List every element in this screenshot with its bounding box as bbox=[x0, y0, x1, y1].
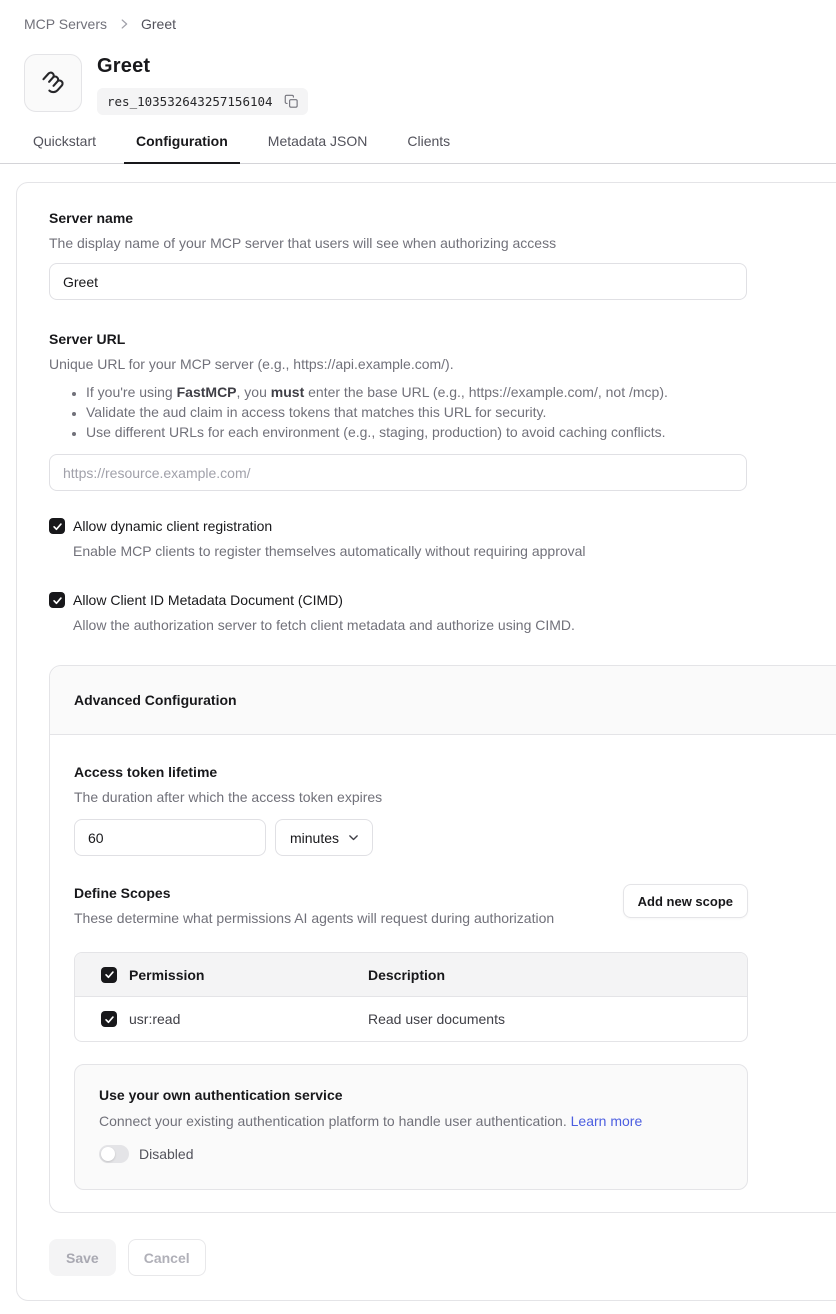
server-logo-icon bbox=[24, 54, 82, 112]
lifetime-value-input[interactable] bbox=[74, 819, 266, 856]
access-token-lifetime-section bbox=[74, 763, 824, 856]
breadcrumb-current: Greet bbox=[140, 16, 176, 32]
cimd-checkbox-row[interactable] bbox=[49, 591, 747, 609]
dynamic-registration-label: Allow dynamic client registration bbox=[73, 518, 273, 534]
cancel-button[interactable]: Cancel bbox=[128, 1239, 206, 1276]
scope-description-value: Read user documents bbox=[368, 1011, 505, 1027]
add-new-scope-button[interactable]: Add new scope bbox=[623, 884, 748, 918]
chevron-right-icon bbox=[117, 17, 131, 31]
server-name-section bbox=[49, 209, 747, 300]
define-scopes-header bbox=[74, 884, 748, 928]
access-token-lifetime-label: Access token lifetime bbox=[74, 764, 218, 780]
access-token-lifetime-description: The duration after which the access token expires bbox=[74, 789, 383, 805]
tab-quickstart[interactable]: Quickstart bbox=[33, 133, 97, 149]
toggle-knob bbox=[101, 1147, 115, 1161]
configuration-panel bbox=[16, 182, 836, 1301]
own-auth-service-description: Connect your existing authentication platform to handle user authentication. Learn more bbox=[99, 1113, 643, 1129]
select-all-scopes-checkbox[interactable] bbox=[101, 967, 117, 983]
scopes-table bbox=[74, 952, 748, 1042]
resource-id-badge bbox=[97, 88, 308, 115]
server-name-description: The display name of your MCP server that users will see when authorizing access bbox=[49, 235, 557, 251]
dynamic-registration-description: Enable MCP clients to register themselves automatically without requiring approval bbox=[73, 543, 586, 559]
tab-configuration[interactable]: Configuration bbox=[124, 133, 240, 164]
cimd-checkbox[interactable] bbox=[49, 592, 65, 608]
url-hint-fastmcp: • If you're using FastMCP, you must enter the base URL (e.g., https://example.com/, not /mcp). bbox=[86, 382, 747, 402]
learn-more-link[interactable]: Learn more bbox=[570, 1113, 643, 1129]
resource-id: res_103532643257156104 bbox=[107, 94, 273, 109]
tab-clients[interactable]: Clients bbox=[407, 133, 451, 149]
advanced-configuration-body bbox=[50, 735, 836, 1212]
save-button[interactable]: Save bbox=[49, 1239, 116, 1276]
page-header bbox=[0, 32, 836, 115]
form-actions bbox=[49, 1239, 836, 1276]
dynamic-registration-checkbox[interactable] bbox=[49, 518, 65, 534]
server-name-label: Server name bbox=[49, 210, 134, 226]
cimd-description: Allow the authorization server to fetch client metadata and authorize using CIMD. bbox=[73, 617, 575, 633]
advanced-configuration-title: Advanced Configuration bbox=[74, 692, 237, 708]
scope-permission-value: usr:read bbox=[129, 1011, 181, 1027]
cimd-label: Allow Client ID Metadata Document (CIMD) bbox=[73, 592, 343, 608]
lifetime-unit-value: minutes bbox=[290, 829, 340, 846]
copy-icon[interactable] bbox=[283, 93, 300, 110]
url-hint-environments: • Use different URLs for each environment (e.g., staging, production) to avoid caching conflicts. bbox=[86, 422, 747, 442]
auth-service-toggle-label: Disabled bbox=[139, 1146, 194, 1162]
own-auth-service-title: Use your own authentication service bbox=[99, 1087, 343, 1103]
server-url-label: Server URL bbox=[49, 331, 126, 347]
dynamic-registration-checkbox-row[interactable] bbox=[49, 517, 747, 535]
url-hint-aud-claim: • Validate the aud claim in access tokens that matches this URL for security. bbox=[86, 402, 747, 422]
scope-row-checkbox[interactable] bbox=[101, 1011, 117, 1027]
scope-table-row bbox=[75, 997, 747, 1041]
auth-service-toggle[interactable] bbox=[99, 1145, 129, 1163]
server-url-input[interactable] bbox=[49, 454, 747, 491]
own-auth-service-card bbox=[74, 1064, 748, 1190]
scopes-table-header-row bbox=[75, 953, 747, 997]
server-url-description: Unique URL for your MCP server (e.g., https://api.example.com/). bbox=[49, 356, 454, 372]
lifetime-unit-select[interactable] bbox=[275, 819, 373, 856]
tab-metadata-json[interactable]: Metadata JSON bbox=[267, 133, 368, 149]
tab-bar bbox=[0, 133, 836, 164]
description-column-header: Description bbox=[368, 966, 446, 983]
breadcrumb-mcp-servers[interactable]: MCP Servers bbox=[24, 16, 107, 32]
cimd-section bbox=[49, 591, 747, 635]
advanced-configuration-header bbox=[50, 666, 836, 735]
server-url-section bbox=[49, 330, 747, 491]
define-scopes-description: These determine what permissions AI agents will request during authorization bbox=[74, 910, 555, 926]
permission-column-header: Permission bbox=[129, 966, 205, 983]
server-name-input[interactable] bbox=[49, 263, 747, 300]
chevron-down-icon bbox=[347, 831, 360, 844]
define-scopes-label: Define Scopes bbox=[74, 885, 171, 901]
advanced-configuration-card bbox=[49, 665, 836, 1213]
page-title: Greet bbox=[97, 55, 151, 77]
breadcrumb bbox=[0, 0, 836, 32]
dynamic-registration-section bbox=[49, 517, 747, 561]
server-url-hints bbox=[86, 382, 747, 442]
